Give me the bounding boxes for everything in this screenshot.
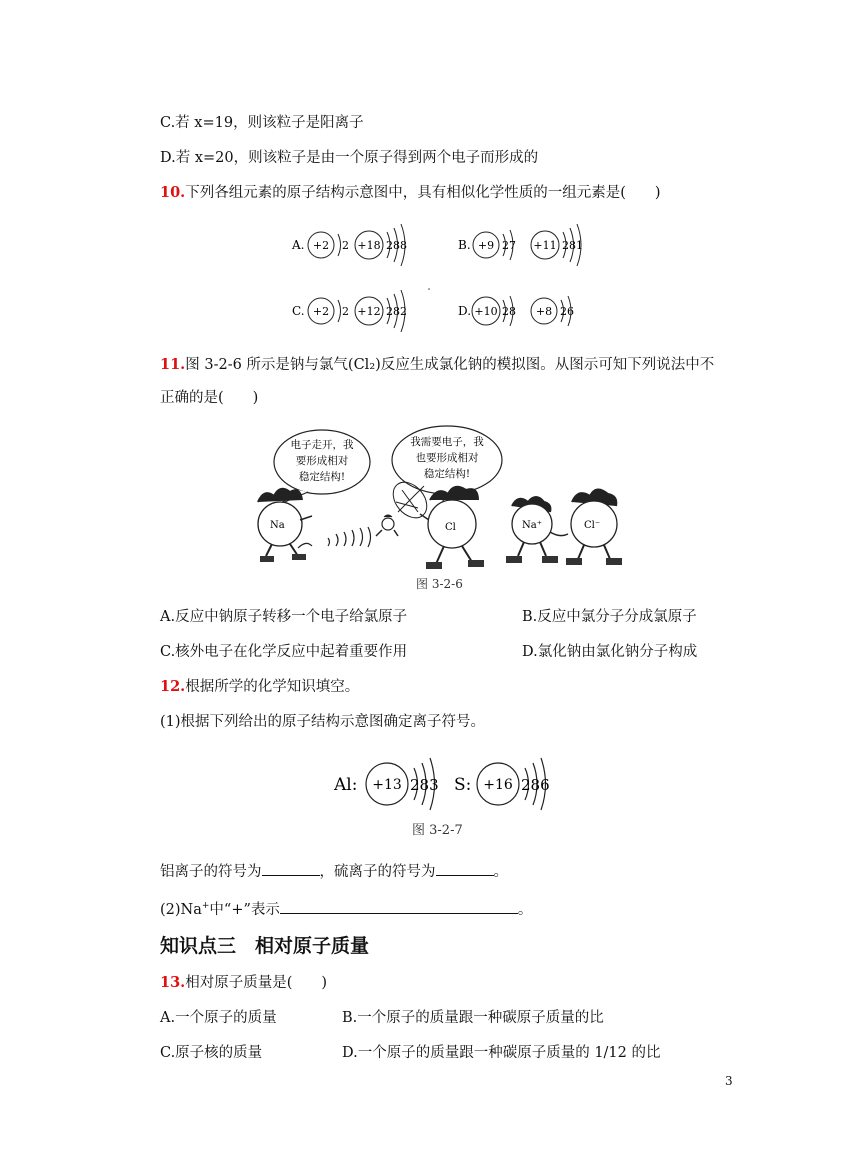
- svg-text:稳定结构!: 稳定结构!: [298, 471, 346, 483]
- svg-text:+18: +18: [357, 239, 381, 252]
- q10-atom-c2: [355, 290, 407, 332]
- svg-text:+12: +12: [357, 305, 381, 318]
- q10-atom-a1: [308, 232, 349, 258]
- cl-atom-character: [426, 487, 484, 569]
- q10-label-a: A.: [292, 238, 305, 252]
- section-heading: 知识点三 相对原子质量: [160, 935, 370, 957]
- cl-ion-character: [566, 489, 622, 565]
- svg-text:+8: +8: [535, 305, 553, 318]
- q10-stem: [160, 183, 661, 203]
- s-ion-blank[interactable]: [436, 861, 494, 876]
- svg-text:2: 2: [342, 305, 349, 318]
- al-atom-diagram: [366, 758, 439, 810]
- svg-text:电子走开，我: 电子走开，我: [290, 439, 354, 451]
- q10-text: 下列各组元素的原子结构示意图中，具有相似化学性质的一组元素是( ): [185, 185, 661, 201]
- plus-meaning-blank[interactable]: [280, 899, 518, 914]
- q12-figure-caption: 图 3-2-7: [412, 823, 463, 838]
- q12-fill-line2: (2)Na+中“+”表示 。: [160, 896, 532, 920]
- q10-atom-diagrams: [280, 222, 620, 332]
- q9-option-d: D.若 x=20，则该粒子是由一个原子得到两个电子而形成的: [160, 150, 539, 166]
- q10-atom-b2: [531, 224, 583, 266]
- q12-atom-diagrams: [330, 752, 570, 842]
- q11-option-c: C.核外电子在化学反应中起着重要作用: [160, 644, 408, 660]
- svg-text:要形成相对: 要形成相对: [295, 455, 349, 467]
- q10-label-c: C.: [292, 304, 305, 318]
- q12-sub1: (1)根据下列给出的原子结构示意图确定离子符号。: [160, 714, 486, 730]
- svg-text:+10: +10: [474, 305, 498, 318]
- svg-text:Na: Na: [270, 520, 285, 531]
- svg-text:+13: +13: [372, 777, 402, 793]
- q13-stem: [160, 973, 327, 993]
- electron-motion-lines: [328, 527, 371, 547]
- q10-label-b: B.: [458, 238, 471, 252]
- svg-text:26: 26: [560, 305, 574, 318]
- q12-text: 根据所学的化学知识填空。: [185, 679, 360, 695]
- svg-text:+2: +2: [312, 305, 330, 318]
- svg-text:稳定结构!: 稳定结构!: [423, 468, 471, 480]
- q11-figure-caption: 图 3-2-6: [416, 577, 463, 591]
- svg-text:+16: +16: [483, 777, 513, 793]
- svg-text:288: 288: [386, 239, 407, 252]
- q13-option-b: B.一个原子的质量跟一种碳原子质量的比: [342, 1010, 604, 1026]
- al-ion-blank[interactable]: [262, 861, 320, 876]
- q11-stem-line1: [160, 355, 714, 375]
- q12-number: 12.: [160, 678, 186, 695]
- q10-number: 10.: [160, 184, 186, 201]
- q13-option-c: C.原子核的质量: [160, 1045, 263, 1061]
- s-atom-diagram: [477, 758, 550, 810]
- q11-illustration: [250, 420, 640, 600]
- na-ion-character: [506, 497, 568, 563]
- q11-text-line1: 图 3-2-6 所示是钠与氯气(Cl₂)反应生成氯化钠的模拟图。从图示可知下列说法中不: [185, 357, 715, 373]
- svg-text:283: 283: [410, 776, 439, 794]
- s-label: S:: [454, 775, 472, 795]
- na-atom-character: [258, 489, 312, 562]
- svg-text:286: 286: [521, 776, 550, 794]
- q10-atom-b1: [473, 230, 516, 260]
- q10-atom-a2: [355, 224, 407, 266]
- q11-option-b: B.反应中氯分子分成氯原子: [522, 609, 697, 625]
- q13-text: 相对原子质量是( ): [185, 975, 328, 991]
- svg-text:也要形成相对: 也要形成相对: [415, 452, 479, 464]
- q11-option-a: A.反应中钠原子转移一个电子给氯原子: [160, 609, 408, 625]
- svg-text:28: 28: [502, 305, 516, 318]
- q10-atom-d2: [531, 296, 574, 326]
- q11-option-d: D.氯化钠由氯化钠分子构成: [522, 644, 698, 660]
- svg-text:281: 281: [562, 239, 583, 252]
- q13-option-a: A.一个原子的质量: [160, 1010, 277, 1026]
- q12-stem: [160, 677, 359, 697]
- svg-text:+9: +9: [477, 239, 495, 252]
- q10-atom-c1: [308, 298, 349, 324]
- svg-text:282: 282: [386, 305, 407, 318]
- q12-fill-line1: 铝离子的符号为 ，硫离子的符号为 。: [160, 861, 508, 882]
- q13-number: 13.: [160, 974, 186, 991]
- svg-text:Cl: Cl: [445, 522, 456, 533]
- svg-text:Na⁺: Na⁺: [522, 520, 542, 531]
- svg-text:27: 27: [502, 239, 516, 252]
- page-number: 3: [725, 1074, 733, 1088]
- electron-character: [376, 515, 398, 536]
- svg-text:2: 2: [342, 239, 349, 252]
- q11-stem-line2: 正确的是( ): [160, 390, 259, 406]
- svg-text:我需要电子，我: 我需要电子，我: [410, 436, 484, 448]
- q13-option-d: D.一个原子的质量跟一种碳原子质量的 1/12 的比: [342, 1045, 661, 1061]
- q10-atom-d1: [472, 296, 516, 326]
- svg-text:+11: +11: [533, 239, 557, 252]
- svg-text:+2: +2: [312, 239, 330, 252]
- al-label: Al:: [334, 775, 358, 795]
- svg-text:Cl⁻: Cl⁻: [584, 520, 601, 531]
- q9-option-c: C.若 x=19，则该粒子是阳离子: [160, 115, 364, 131]
- q10-label-d: D.: [458, 304, 472, 318]
- q11-number: 11.: [160, 356, 186, 373]
